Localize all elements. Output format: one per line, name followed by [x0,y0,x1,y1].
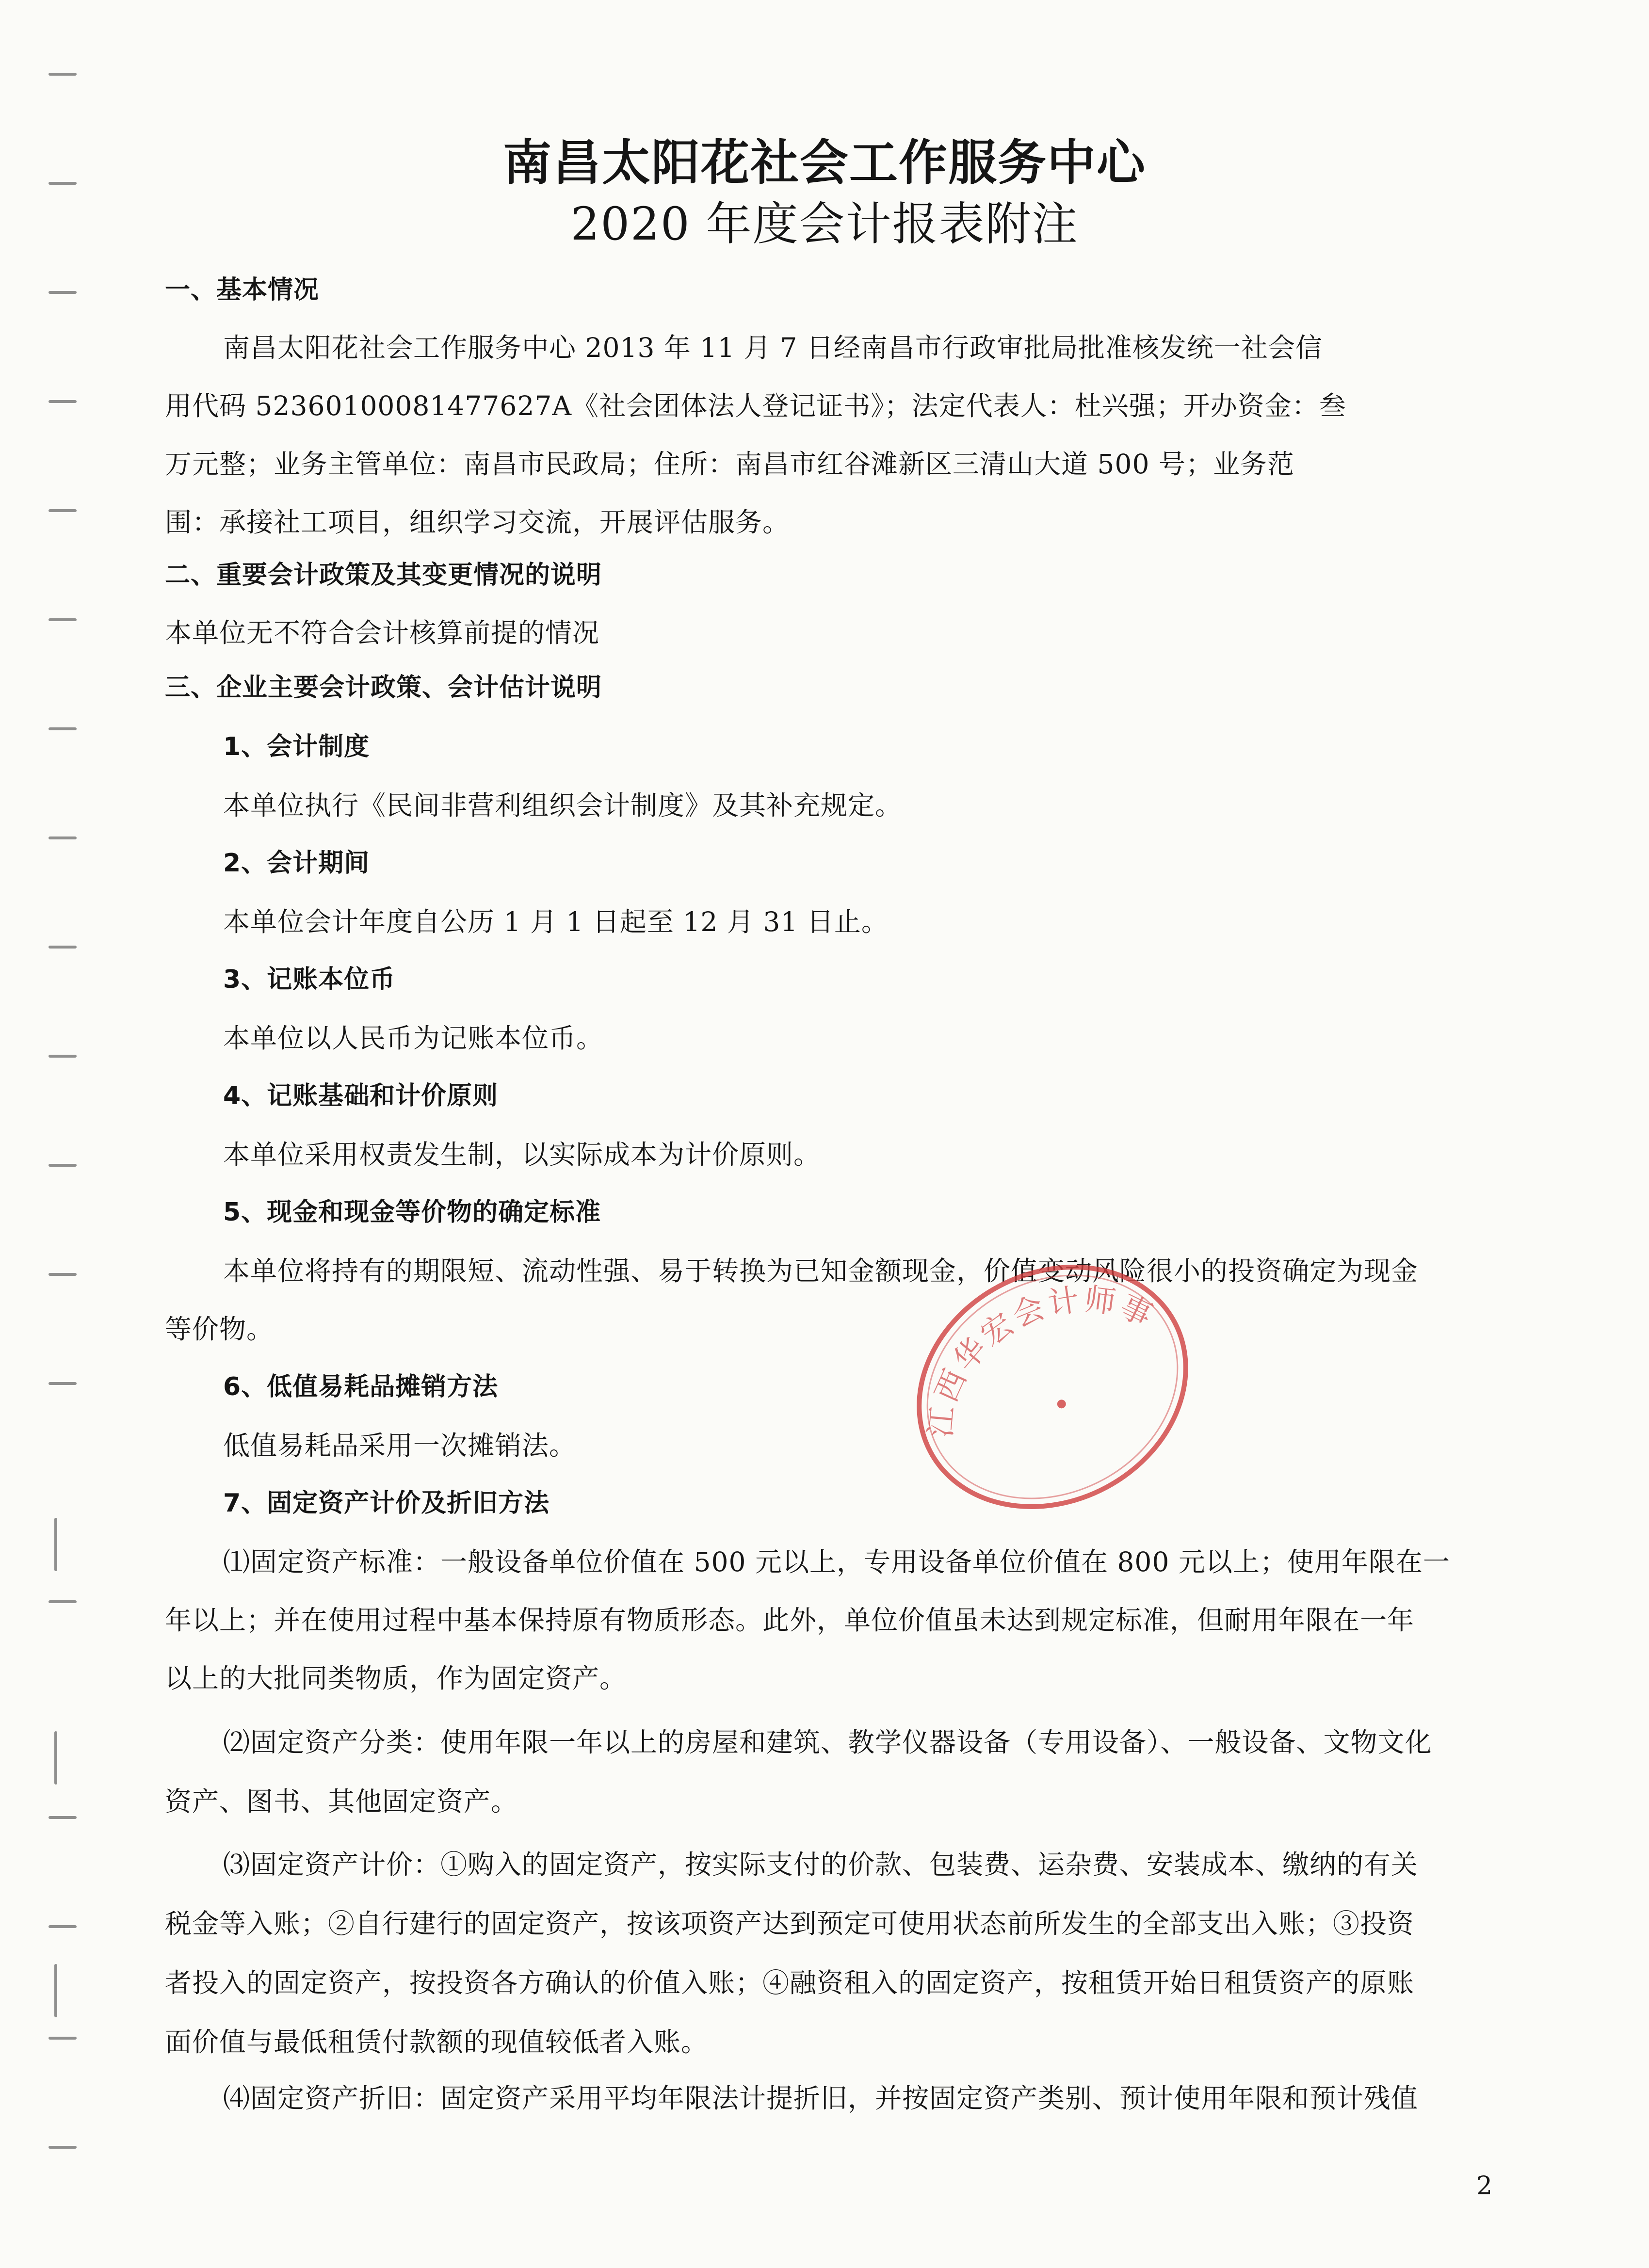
binding-marks [0,0,97,2268]
binding-mark [54,1731,57,1785]
binding-mark [48,73,77,76]
paragraph-line: 本单位采用权责发生制，以实际成本为计价原则。 [223,1139,821,1170]
subsection-heading: 6、低值易耗品摊销方法 [223,1372,499,1401]
paragraph-line: 者投入的固定资产，按投资各方确认的价值入账；④融资租入的固定资产，按租赁开始日租赁资产的原账 [165,1967,1415,1998]
paragraph-line: 面价值与最低租赁付款额的现值较低者入账。 [165,2027,709,2058]
paragraph-line: ⑵固定资产分类：使用年限一年以上的房屋和建筑、教学仪器设备（专用设备）、一般设备、文物文化 [223,1727,1432,1758]
paragraph-line: 本单位以人民币为记账本位币。 [223,1023,604,1054]
subsection-heading: 1、会计制度 [223,732,370,761]
binding-mark [48,2037,77,2040]
paragraph-line: 税金等入账；②自行建行的固定资产，按该项资产达到预定可使用状态前所发生的全部支出入账；③投资 [165,1908,1415,1939]
document-subtitle: 2020 年度会计报表附注 [570,198,1079,251]
paragraph-line: 本单位会计年度自公历 1 月 1 日起至 12 月 31 日止。 [223,906,889,937]
subsection-heading: 2、会计期间 [223,849,370,878]
binding-mark [48,1055,77,1058]
binding-mark [48,1600,77,1603]
paragraph-line: 万元整；业务主管单位：南昌市民政局；住所：南昌市红谷滩新区三清山大道 500 号；业务范 [165,449,1294,480]
seal-text: 江西华宏会计师事务所 [922,1281,1161,1439]
paragraph-line: 本单位无不符合会计核算前提的情况 [165,617,600,648]
binding-mark [48,618,77,621]
paragraph-line: 本单位执行《民间非营利组织会计制度》及其补充规定。 [223,790,903,821]
binding-mark [48,291,77,294]
binding-mark [48,727,77,730]
paragraph-line: 低值易耗品采用一次摊销法。 [223,1430,577,1461]
binding-mark [48,1816,77,1819]
paragraph-line: ⑴固定资产标准：一般设备单位价值在 500 元以上，专用设备单位价值在 800 元以上；使用年限在一 [223,1546,1450,1577]
subsection-heading: 7、固定资产计价及折旧方法 [223,1489,550,1518]
binding-mark [48,1273,77,1276]
section-heading-policy-changes: 二、重要会计政策及其变更情况的说明 [165,561,602,590]
binding-mark [54,1964,57,2017]
section-heading-basic-info: 一、基本情况 [165,275,320,305]
binding-mark [48,836,77,839]
seal-stamp [902,1251,1203,1523]
binding-mark [48,946,77,949]
paragraph-line: 资产、图书、其他固定资产。 [165,1786,518,1817]
paragraph-line: 本单位将持有的期限短、流动性强、易于转换为已知金额现金，价值变动风险很小的投资确定为现金 [223,1255,1419,1287]
paragraph-line: ⑷固定资产折旧：固定资产采用平均年限法计提折旧，并按固定资产类别、预计使用年限和预计残值 [223,2083,1419,2114]
binding-mark [48,1382,77,1385]
paragraph-line: 南昌太阳花社会工作服务中心 2013 年 11 月 7 日经南昌市行政审批局批准核发统一社会信 [223,332,1323,363]
paragraph-line: ⑶固定资产计价：①购入的固定资产，按实际支付的价款、包装费、运杂费、安装成本、缴纳的有关 [223,1849,1419,1880]
subsection-heading: 5、现金和现金等价物的确定标准 [223,1198,601,1227]
subsection-heading: 3、记账本位币 [223,965,396,994]
binding-mark [54,1518,57,1571]
paragraph-line: 以上的大批同类物质，作为固定资产。 [165,1663,627,1694]
binding-mark [48,400,77,403]
binding-mark [48,1164,77,1167]
subsection-heading: 4、记账基础和计价原则 [223,1081,499,1110]
section-heading-accounting-policies: 三、企业主要会计政策、会计估计说明 [165,673,602,702]
paragraph-line: 年以上；并在使用过程中基本保持原有物质形态。此外，单位价值虽未达到规定标准，但耐用年限在一年 [165,1605,1415,1636]
svg-text:江西华宏会计师事务所 [902,1251,1172,1467]
paragraph-line: 等价物。 [165,1314,274,1345]
binding-mark [48,509,77,512]
page-number: 2 [1476,2171,1493,2201]
paragraph-line: 围：承接社工项目，组织学习交流，开展评估服务。 [165,507,790,538]
paragraph-line: 用代码 52360100081477627A《社会团体法人登记证书》；法定代表人：杜兴强；开办资金：叁 [165,390,1346,421]
document-title: 南昌太阳花社会工作服务中心 [503,134,1146,191]
binding-mark [48,1925,77,1928]
binding-mark [48,2146,77,2149]
